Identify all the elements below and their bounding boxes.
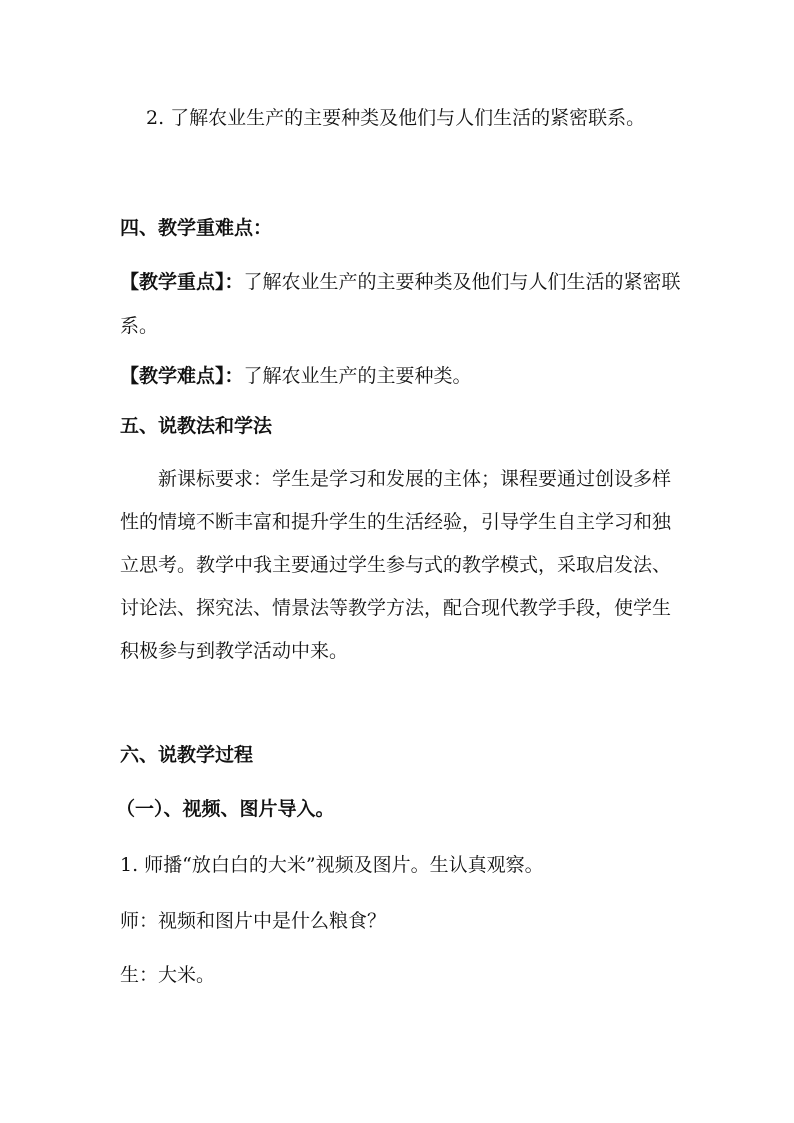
step-1-line: 1. 师播“放白白的大米”视频及图片。生认真观察。 <box>120 854 544 876</box>
key-point-text: 了解农业生产的主要种类及他们与人们生活的紧密联 <box>243 271 681 293</box>
section-4-heading: 四、教学重难点： <box>120 217 273 239</box>
section-5-heading: 五、说教法和学法 <box>120 415 273 437</box>
section-6-heading: 六、说教学过程 <box>120 744 254 766</box>
key-point-continuation: 系。 <box>120 315 159 337</box>
subsection-1-heading: （一）、视频、图片导入。 <box>116 798 335 820</box>
key-point-label: 【教学重点】： <box>120 271 244 293</box>
difficult-point-line <box>120 362 472 390</box>
difficult-point-label: 【教学难点】： <box>120 365 244 387</box>
key-point-line <box>120 268 681 296</box>
student-answer-line: 生：大米。 <box>120 964 216 986</box>
section-5-paragraph-text: 新课标要求：学生是学习和发展的主体；课程要通过创设多样性的情境不断丰富和提升学生的生活经验，引导学生自主学习和独立思考。教学中我主要通过学生参与式的教学模式，采取启发法、讨论法、探究法、情景法等教学方法，配合现代教学手段，使学生积极参与到教学活动中来。 <box>120 468 672 662</box>
difficult-point-text: 了解农业生产的主要种类。 <box>243 365 472 387</box>
section-5-paragraph <box>120 458 678 673</box>
objective-item-2: 2. 了解农业生产的主要种类及他们与人们生活的紧密联系。 <box>146 107 646 129</box>
teacher-question-line: 师：视频和图片中是什么粮食？ <box>120 910 387 932</box>
